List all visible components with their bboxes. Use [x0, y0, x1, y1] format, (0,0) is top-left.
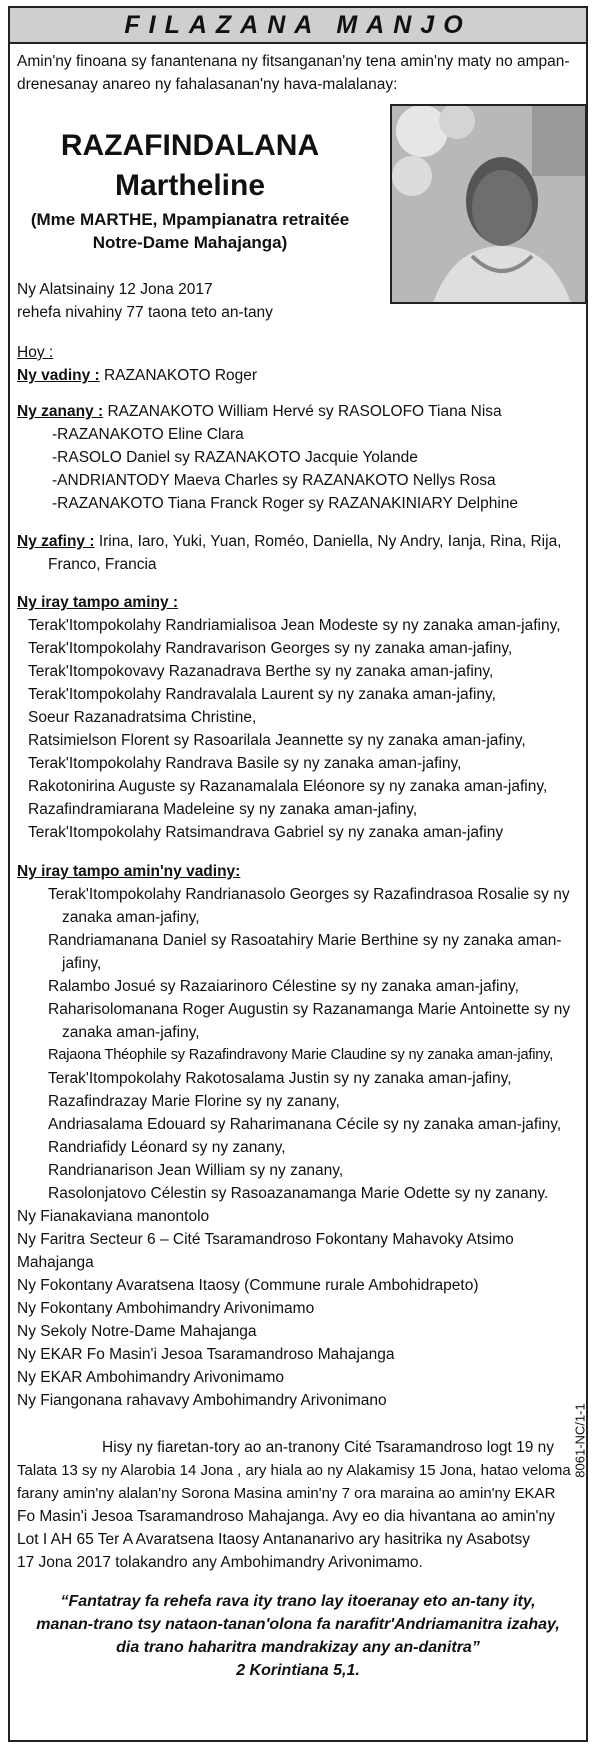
- group-line: Ny Fianakaviana manontolo: [17, 1208, 210, 1225]
- funeral-line: Lot I AH 65 Ter A Avaratsena Itaosy Antananarivo ary hasitrika ny Asabotsy: [17, 1531, 530, 1548]
- tampo-aminy-item: Razafindramiarana Madeleine sy ny zanaka aman-jafiny,: [28, 801, 418, 818]
- funeral-line: Hisy ny fiaretan-tory ao an-tranony Cité Tsaramandroso logt 19 ny: [102, 1439, 555, 1456]
- tampo-aminy-item: Terak'Itompokolahy Randravarison Georges sy ny zanaka aman-jafiny,: [28, 640, 513, 657]
- tampo-vadiny-line: Randriamanana Daniel sy Rasoatahiry Marie Berthine sy ny zanaka aman-: [48, 932, 562, 949]
- zanany-item: -ANDRIANTODY Maeva Charles sy RAZANAKOTO Nellys Rosa: [52, 472, 496, 489]
- tampo-vadiny-line: Terak'Itompokolahy Rakotosalama Justin sy ny zanaka aman-jafiny,: [48, 1070, 512, 1087]
- tampo-aminy-item: Ratsimielson Florent sy Rasoarilala Jeannette sy ny zanaka aman-jafiny,: [28, 732, 526, 749]
- tampo-aminy-item: Terak'Itompokolahy Ratsimandrava Gabriel sy ny zanaka aman-jafiny: [28, 824, 504, 841]
- zanany-row: [17, 400, 502, 423]
- intro-line-1: Amin'ny finoana sy fanantenana ny fitsanganan'ny tena amin'ny maty no ampan-: [17, 53, 570, 70]
- tampo-aminy-label: Ny iray tampo aminy :: [17, 594, 179, 611]
- intro-line-2: drenesanay anareo ny fahalasanan'ny hava-malalanay:: [17, 76, 398, 93]
- notice-frame: [8, 6, 588, 1742]
- tampo-vadiny-line: Randriafidy Léonard sy ny zanany,: [48, 1139, 286, 1156]
- deceased-note-1: (Mme MARTHE, Mpampianatra retraitée: [30, 210, 350, 229]
- tampo-aminy-item: Terak'Itompokolahy Randrava Basile sy ny zanaka aman-jafiny,: [28, 755, 462, 772]
- verse-line: manan-trano tsy nataon-tanan'olona fa narafitr'Andriamanitra izahay,: [36, 1616, 560, 1633]
- tampo-vadiny-line: zanaka aman-jafiny,: [62, 909, 200, 926]
- verse-reference: 2 Korintiana 5,1.: [236, 1662, 360, 1679]
- tampo-aminy-item: Soeur Razanadratsima Christine,: [28, 709, 257, 726]
- verse-line: “Fantatray fa rehefa rava ity trano lay itoeranay eto an-tany ity,: [60, 1593, 536, 1610]
- tampo-aminy-item: Rakotonirina Auguste sy Razanamalala Eléonore sy ny zanaka aman-jafiny,: [28, 778, 548, 795]
- tampo-vadiny-line: Razafindrazay Marie Florine sy ny zanany,: [48, 1093, 340, 1110]
- funeral-line: Talata 13 sy ny Alarobia 14 Jona , ary hiala ao ny Alakamisy 15 Jona, hatao veloma: [17, 1462, 571, 1479]
- funeral-line: Fo Masin'i Jesoa Tsaramandroso Mahajanga. Avy eo dia hivantana ao amin'ny: [17, 1508, 555, 1525]
- tampo-vadiny-line: zanaka aman-jafiny,: [62, 1024, 200, 1041]
- portrait-image: [392, 106, 587, 304]
- group-line: Ny EKAR Ambohimandry Arivonimamo: [17, 1369, 285, 1386]
- death-date: Ny Alatsinainy 12 Jona 2017: [17, 281, 213, 298]
- group-line: Mahajanga: [17, 1254, 94, 1271]
- deceased-surname: RAZAFINDALANA: [60, 129, 320, 162]
- group-line: Ny Faritra Secteur 6 – Cité Tsaramandroso Fokontany Mahavoky Atsimo: [17, 1231, 514, 1248]
- death-age: rehefa nivahiny 77 taona teto an-tany: [17, 304, 273, 321]
- tampo-aminy-item: Terak'Itompokolahy Randravalala Laurent sy ny zanaka aman-jafiny,: [28, 686, 496, 703]
- zafiny-line-1: Irina, Iaro, Yuki, Yuan, Roméo, Daniella, Ny Andry, Ianja, Rina, Rija,: [98, 533, 562, 550]
- group-line: Ny Fokontany Avaratsena Itaosy (Commune rurale Ambohidrapeto): [17, 1277, 479, 1294]
- group-line: Ny Fokontany Ambohimandry Arivonimamo: [17, 1300, 315, 1317]
- deceased-given-name: Martheline: [114, 169, 266, 202]
- zafiny-line-2: Franco, Francia: [48, 556, 157, 573]
- tampo-vadiny-line: Ralambo Josué sy Razaiarinoro Célestine sy ny zanaka aman-jafiny,: [48, 978, 519, 995]
- deceased-note-2: Notre-Dame Mahajanga): [92, 233, 288, 252]
- zanany-item: -RASOLO Daniel sy RAZANAKOTO Jacquie Yolande: [52, 449, 418, 466]
- tampo-vadiny-line: Raharisolomanana Roger Augustin sy Razanamanga Marie Antoinette sy ny: [48, 1001, 571, 1018]
- funeral-line: farany amin'ny alalan'ny Sorona Masina amin'ny 7 ora maraina ao amin'ny EKAR: [17, 1485, 556, 1502]
- tampo-vadiny-line: Randrianarison Jean William sy ny zanany,: [48, 1162, 344, 1179]
- funeral-line: 17 Jona 2017 tolakandro any Ambohimandry Arivonimamo.: [17, 1554, 423, 1571]
- tampo-vadiny-line: Rajaona Théophile sy Razafindravony Marie Claudine sy ny zanaka aman-jafiny,: [48, 1047, 554, 1063]
- tampo-aminy-item: Terak'Itompokolahy Randriamialisoa Jean Modeste sy ny zanaka aman-jafiny,: [28, 617, 561, 634]
- zanany-first: RAZANAKOTO William Hervé sy RASOLOFO Tiana Nisa: [107, 403, 502, 420]
- hoy-label: Hoy :: [17, 344, 54, 361]
- tampo-vadiny-line: Andriasalama Edouard sy Raharimanana Cécile sy ny zanaka aman-jafiny,: [48, 1116, 562, 1133]
- vadiny-value: RAZANAKOTO Roger: [104, 367, 258, 384]
- notice-banner: FILAZANA MANJO: [10, 8, 586, 44]
- deceased-photo: [390, 104, 587, 304]
- vadiny-label: Ny vadiny :: [17, 367, 100, 384]
- zanany-label: Ny zanany :: [17, 403, 104, 420]
- zanany-item: -RAZANAKOTO Tiana Franck Roger sy RAZANAKINIARY Delphine: [52, 495, 519, 512]
- vadiny-row: [17, 364, 257, 387]
- zafiny-row: [17, 530, 562, 553]
- group-line: Ny EKAR Fo Masin'i Jesoa Tsaramandroso Mahajanga: [17, 1346, 395, 1363]
- verse-line: dia trano haharitra mandrakizay any an-danitra”: [116, 1639, 480, 1656]
- tampo-vadiny-line: jafiny,: [62, 955, 102, 972]
- ad-code-text: 8061-NC/1-1: [572, 1403, 588, 1478]
- zafiny-label: Ny zafiny :: [17, 533, 95, 550]
- tampo-aminy-item: Terak'Itompokovavy Razanadrava Berthe sy ny zanaka aman-jafiny,: [28, 663, 494, 680]
- zanany-item: -RAZANAKOTO Eline Clara: [52, 426, 244, 443]
- group-line: Ny Sekoly Notre-Dame Mahajanga: [17, 1323, 257, 1340]
- tampo-vadiny-line: Terak'Itompokolahy Randrianasolo Georges sy Razafindrasoa Rosalie sy ny: [48, 886, 570, 903]
- tampo-vadiny-label: Ny iray tampo amin'ny vadiny:: [17, 863, 241, 880]
- tampo-vadiny-line: Rasolonjatovo Célestin sy Rasoazanamanga Marie Odette sy ny zanany.: [48, 1185, 549, 1202]
- group-line: Ny Fiangonana rahavavy Ambohimandry Arivonimano: [17, 1392, 387, 1409]
